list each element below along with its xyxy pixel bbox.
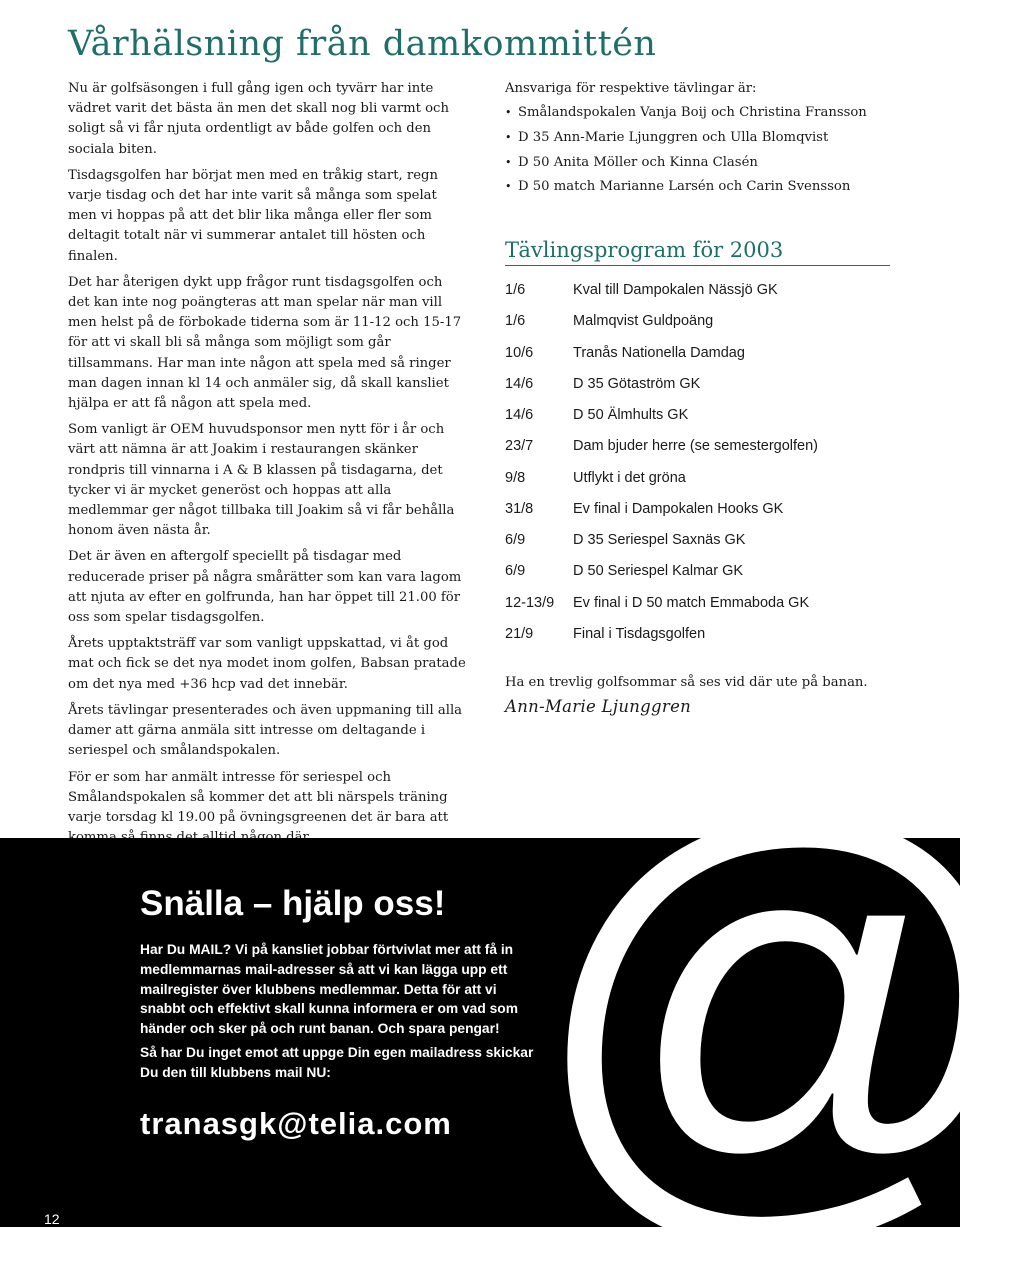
program-date: 31/8 (505, 500, 534, 517)
program-event: Dam bjuder herre (se semestergolfen) (573, 438, 818, 455)
sidebar-column (505, 79, 895, 717)
list-item (505, 177, 895, 197)
bullet-icon: • (505, 180, 512, 194)
paragraph: Nu är golfsäsongen i full gång igen och tyvärr har inte vädret varit det bästa än men det skall nog bli varmt och soligt så vi får njuta ordentligt av både golfen och den sociala biten. (68, 81, 449, 157)
program-date: 9/8 (505, 469, 526, 486)
table-row (505, 525, 895, 556)
list-item-text: D 50 Anita Möller och Kinna Clasén (518, 154, 758, 170)
table-row (505, 306, 895, 337)
table-row (505, 400, 895, 431)
list-item (505, 128, 895, 148)
program-event: D 35 Seriespel Saxnäs GK (573, 532, 746, 549)
table-row (505, 337, 895, 368)
table-row (505, 368, 895, 399)
program-table (505, 275, 895, 650)
table-row (505, 618, 895, 649)
paragraph: För er som har anmält intresse för seriespel och Smålandspokalen så kommer det att bli närspels träning varje torsdag kl 19.00 på övningsgreenen det är bara att (68, 769, 449, 825)
program-event: Tranås Nationella Damdag (573, 344, 745, 361)
program-date: 23/7 (505, 438, 534, 455)
list-item-text: D 50 match Marianne Larsén och Carin Svensson (518, 179, 851, 195)
program-title: Tävlingsprogram för 2003 (505, 236, 890, 266)
program-date: 14/6 (505, 375, 534, 392)
paragraph: Som vanligt är OEM huvudsponsor men nytt för i år och värt att nämna är att Joakim i restaurangen skänker rondpris till vinnarna i A & B klassen på tisdagarna, det tycker vi är mycket generöst och hoppas att alla medlemmar ger något tillbaka till Joakim så vi får behålla honom även nästa år. (68, 422, 455, 539)
program-event: Utflykt i det gröna (573, 469, 686, 486)
table-row (505, 275, 895, 306)
table-row (505, 462, 895, 493)
program-event: D 35 Götaström GK (573, 375, 701, 392)
responsible-intro: Ansvariga för respektive tävlingar är: (505, 81, 757, 96)
at-sign-icon: @ (528, 726, 1036, 1285)
paragraph: Årets tävlingar presenterades och även uppmaning till alla damer att gärna anmäla sitt intresse om deltagande i seriespel och smålandspokalen. (68, 702, 463, 759)
responsible-list (505, 103, 895, 197)
program-event: Ev final i D 50 match Emmaboda GK (573, 594, 810, 611)
bullet-icon: • (505, 130, 512, 144)
paragraph: Årets upptaktsträff var som vanligt uppskattad, vi åt god mat och fick se det nya modet inom golfen, Babsan pratade om det nya med +36 hcp vad det innebär. (68, 636, 466, 692)
page-number: 12 (44, 1211, 60, 1227)
table-row (505, 431, 895, 462)
email-address[interactable]: tranasgk@telia.com (140, 1105, 452, 1141)
table-row (505, 587, 895, 618)
mail-request-content (140, 882, 540, 1143)
paragraph: Det har återigen dykt upp frågor runt tisdagsgolfen och det kan inte nog poängteras att man spelar när man vill men helst på de förbokade tiderna som är 11-12 och 15-17 för att vi skall bli så många som möjligt som går tillsammans. Har man inte någon att spela med så ringer man dagen innan kl 14 och anmäler sig, då skall kansliet hjälpa er att få någon att spela med. (68, 274, 462, 412)
program-event: Kval till Dampokalen Nässjö GK (573, 282, 778, 299)
program-date: 21/9 (505, 625, 534, 642)
list-item-text: D 35 Ann-Marie Ljunggren och Ulla Blomqvist (518, 129, 829, 145)
list-item-text: Smålandspokalen Vanja Boij och Christina Fransson (518, 105, 867, 121)
paragraph: Tisdagsgolfen har börjat men med en tråkig start, regn varje tisdag och det har inte varit så många som spelat men vi hoppas på att det blir lika många eller fler som deltagit totalt när vi summerar antalet till hösten och finalen. (68, 167, 438, 264)
signature: Ann-Marie Ljunggren (505, 696, 692, 716)
list-item (505, 103, 895, 123)
program-event: Malmqvist Guldpoäng (573, 313, 714, 330)
program-event: Final i Tisdagsgolfen (573, 625, 706, 642)
program-date: 6/9 (505, 563, 526, 580)
program-date: 12-13/9 (505, 594, 555, 611)
list-item (505, 153, 895, 173)
program-date: 1/6 (505, 282, 526, 299)
program-event: D 50 Seriespel Kalmar GK (573, 563, 744, 580)
mail-request-text: Så har Du inget emot att uppge Din egen mailadress skickar Du den till klubbens mail NU: (140, 1044, 534, 1080)
mail-request-text: Har Du MAIL? Vi på kansliet jobbar förtvivlat mer att få in medlemmarnas mail-adresser så att vi kan lägga upp ett mailregister över klubbens medlemmar. Detta för att vi snabbt och effektivt skall kunna informera er om vad som händer och sker på och runt banan. Och spara pengar! (140, 942, 518, 1037)
page-title: Vårhälsning från damkommittén (68, 24, 657, 65)
program-event: Ev final i Dampokalen Hooks GK (573, 500, 784, 517)
closing-text: Ha en trevlig golfsommar så ses vid där ute på banan. (505, 674, 868, 690)
program-event: D 50 Älmhults GK (573, 407, 689, 424)
article-body (68, 79, 468, 854)
paragraph: Det är även en aftergolf speciellt på tisdagar med reducerade priser på några smårätter som kan vara lagom att njuta av efter en golfrunda, han har öppet till 21.00 för oss som spelar tisdagsgolfen. (68, 549, 462, 626)
bullet-icon: • (505, 155, 512, 169)
mail-request-heading: Snälla – hjälp oss! (140, 884, 446, 923)
program-date: 1/6 (505, 313, 526, 330)
program-date: 10/6 (505, 344, 534, 361)
program-date: 14/6 (505, 407, 534, 424)
bullet-icon: • (505, 106, 512, 120)
table-row (505, 556, 895, 587)
table-row (505, 493, 895, 524)
program-date: 6/9 (505, 532, 526, 549)
